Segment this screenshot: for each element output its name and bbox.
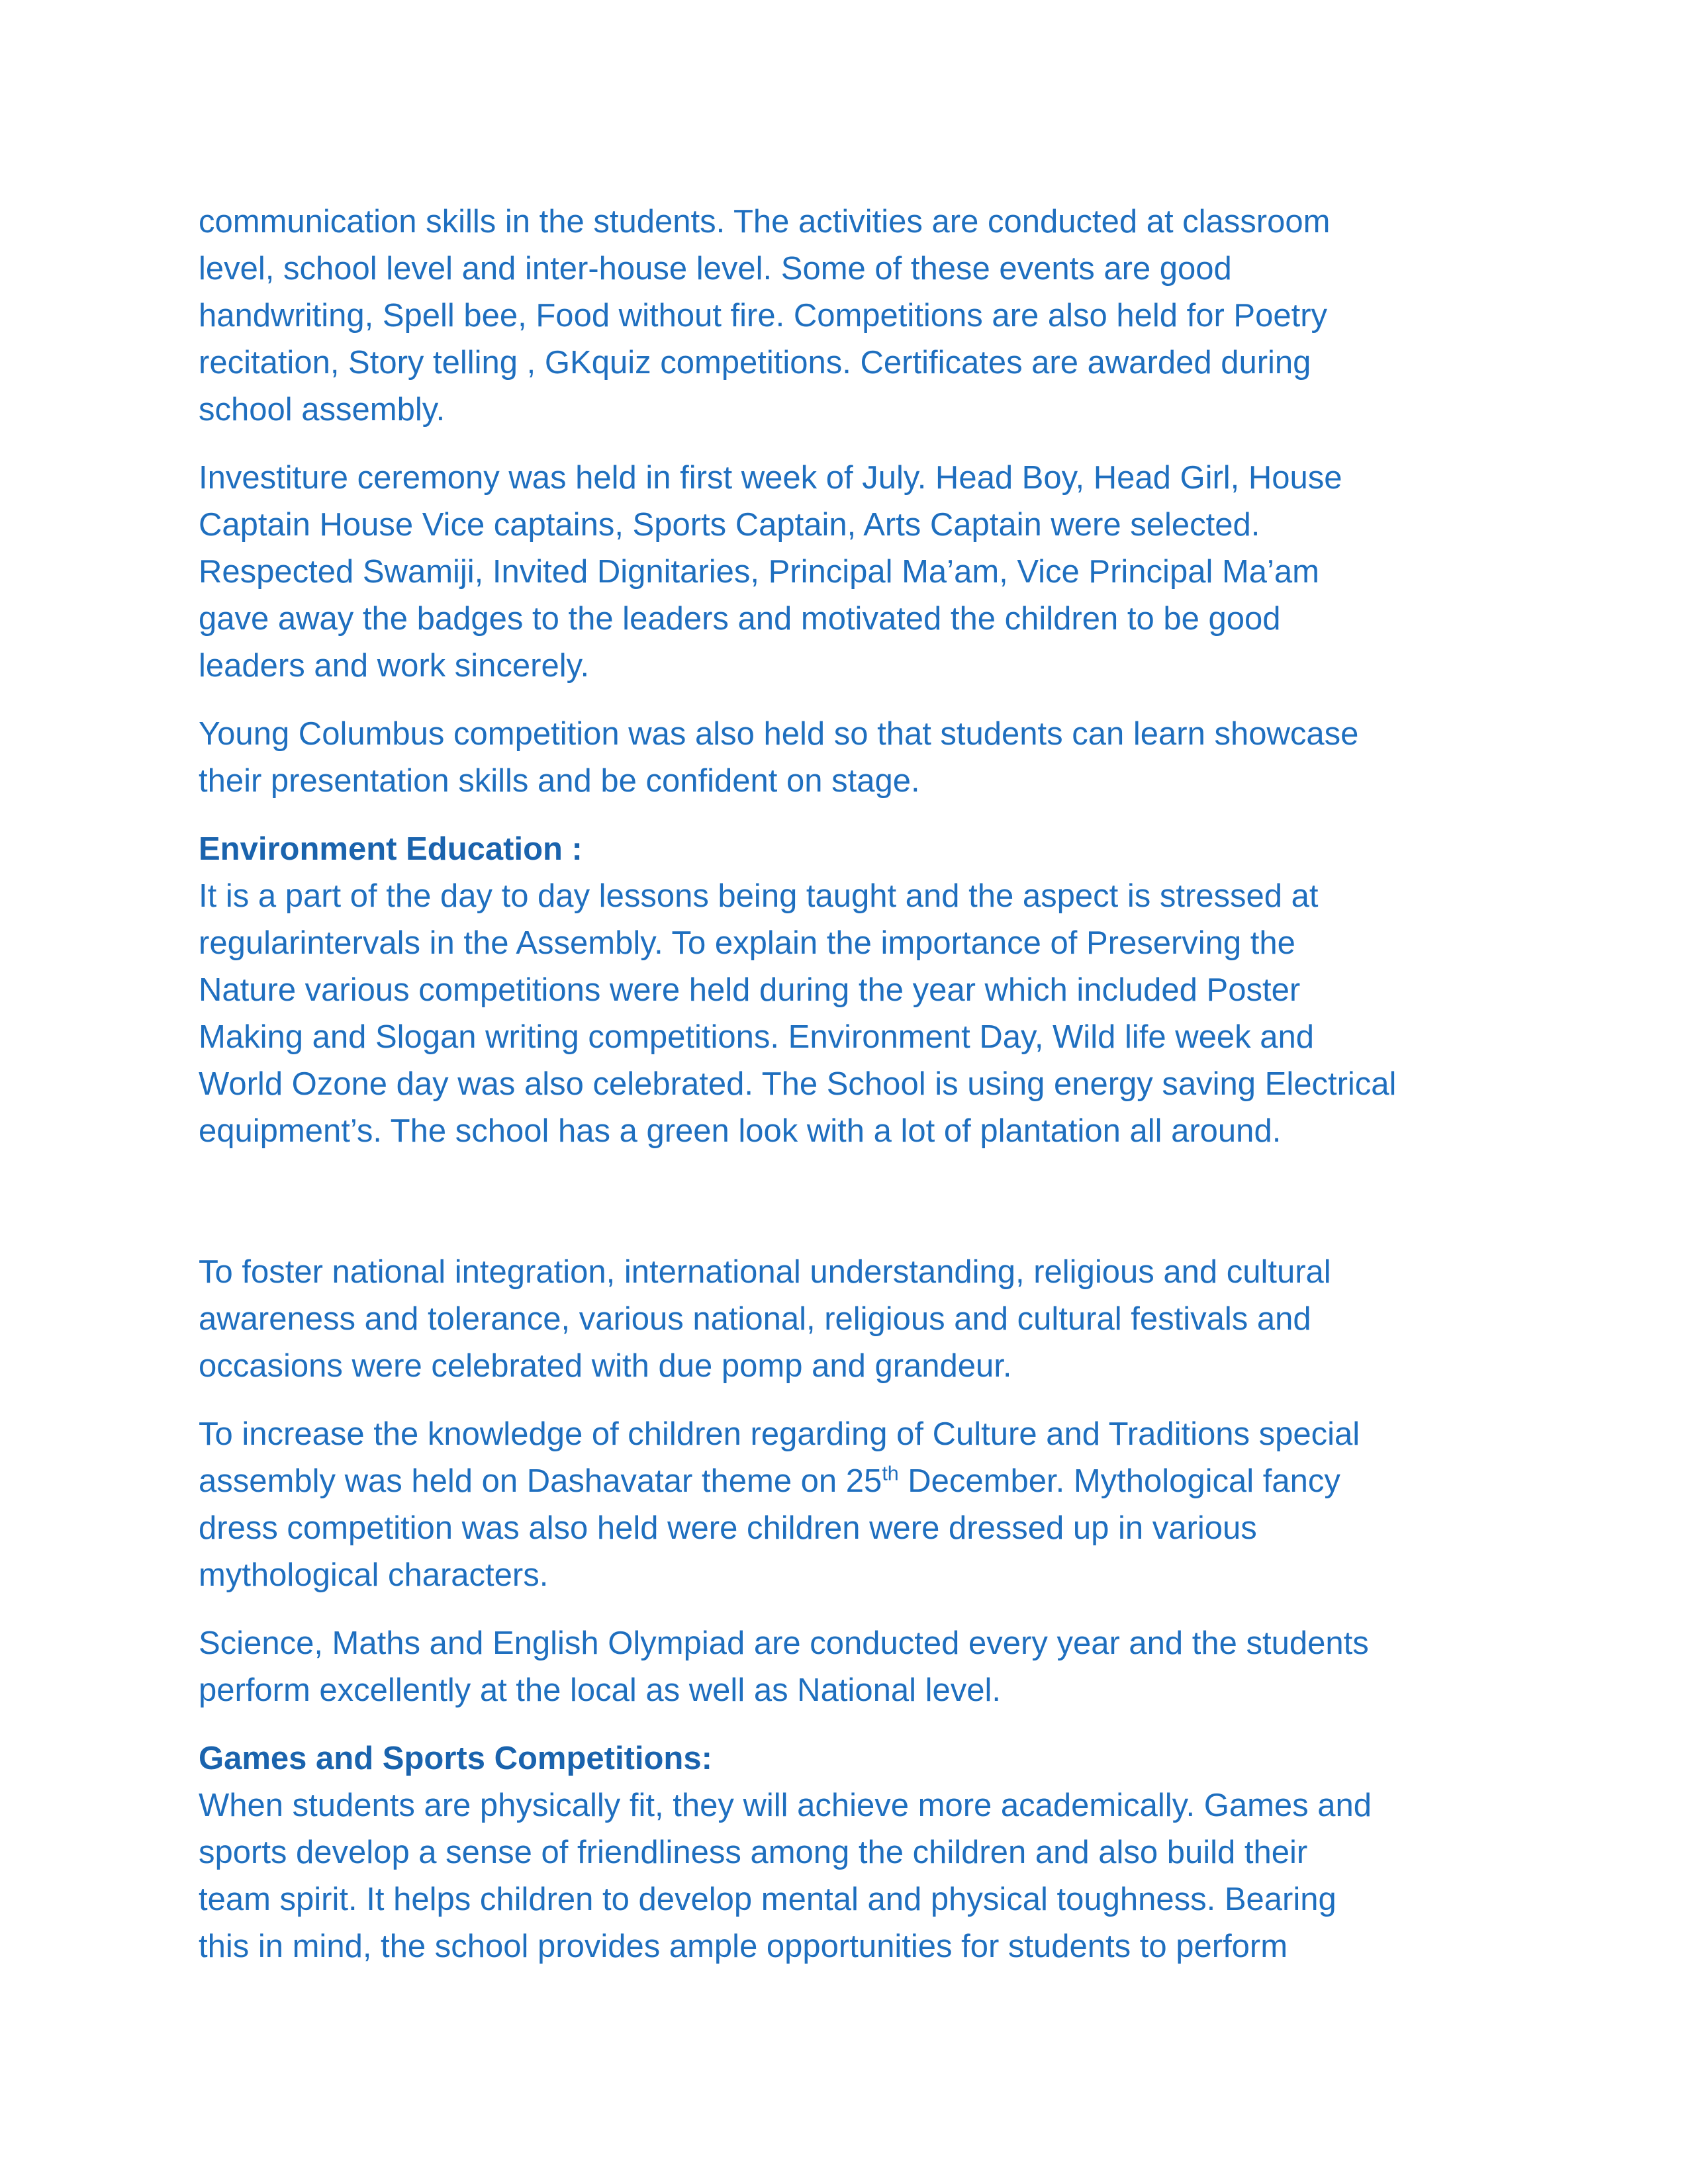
culture-text-part2: December. Mythological fancy dress competition was also held were children were dressed up in various mythological characters.: [199, 1463, 1340, 1593]
paragraph-national-integration: To foster national integration, international understanding, religious and cultural awareness and tolerance, various national, religious and cultural festivals and occasions were celebrated with due pomp and grandeur.: [199, 1254, 1331, 1384]
paragraph-communication-skills: communication skills in the students. The activities are conducted at classroom level, school level and inter-house level. Some of these events are good handwriting, Spell bee, Food without fire. Competitions are also held for Poetry recitation, Story telling , GKquiz competitions. Certificates are awarded during school assembly.: [199, 204, 1331, 428]
paragraph-investiture-ceremony: Investiture ceremony was held in first week of July. Head Boy, Head Girl, House Captain House Vice captains, Sports Captain, Arts Captain were selected. Respected Swamiji, Invited Dignitaries, Principal Ma’am, Vice Principal Ma’am gave away the badges to the leaders and motivated the children to be good leaders and work sincerely.: [199, 460, 1342, 684]
heading-environment-education: Environment Education :: [199, 831, 583, 867]
paragraph-young-columbus: Young Columbus competition was also held so that students can learn showcase their presentation skills and be confident on stage.: [199, 716, 1359, 799]
blank-spacer: [199, 1176, 1509, 1249]
paragraph-environment-education: It is a part of the day to day lessons being taught and the aspect is stressed at regularintervals in the Assembly. To explain the importance of Preserving the Nature various competitions were held during the year which included Poster Making and Slogan writing competitions. Environment Day, Wild life week and World Ozone day was also celebrated. The School is using energy saving Electrical equipment’s. The school has a green look with a lot of plantation all around.: [199, 878, 1397, 1149]
paragraph-games-sports: When students are physically fit, they will achieve more academically. Games and sports develop a sense of friendliness among the children and also build their team spirit. It helps children to develop mental and physical toughness. Bearing this in mind, the school provides ample opportunities for students to perform: [199, 1788, 1372, 1964]
document-page: [199, 199, 1509, 1991]
section-environment-education: [199, 826, 1509, 1155]
paragraph-culture-traditions: [199, 1411, 1509, 1599]
ordinal-superscript: th: [882, 1462, 899, 1485]
heading-games-sports: Games and Sports Competitions:: [199, 1741, 712, 1776]
section-games-sports: [199, 1735, 1509, 1970]
paragraph-olympiad: Science, Maths and English Olympiad are conducted every year and the students perform excellently at the local as well as National level.: [199, 1625, 1369, 1708]
culture-text-part1: To increase the knowledge of children regarding of Culture and Traditions special assembly was held on Dashavatar theme on 25: [199, 1416, 1360, 1499]
